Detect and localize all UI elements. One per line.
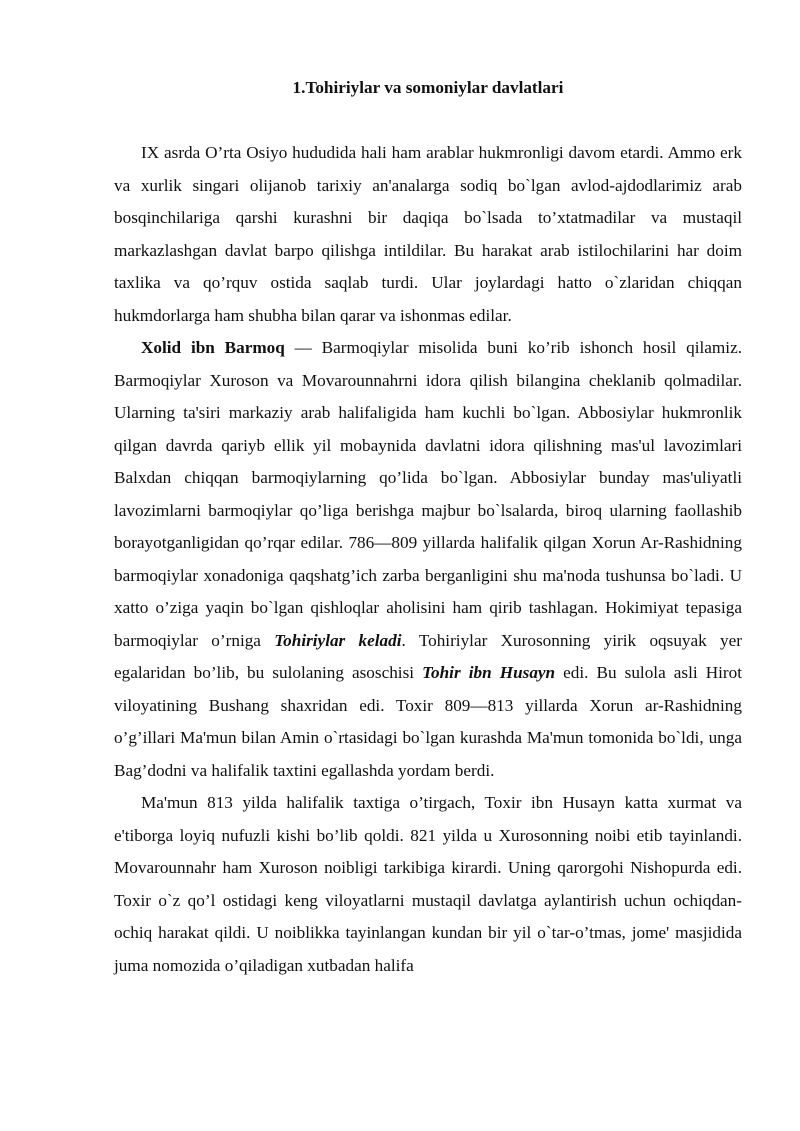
paragraph-2-text-2: . Tohiriylar Xurosonning yirik oqsuyak yer egalaridan bo’lib, bu sulolaning asoschisi	[114, 630, 742, 682]
paragraph-3: Ma'mun 813 yilda halifalik taxtiga o’tirgach, Toxir ibn Husayn katta xurmat va e'tiborga loyiq nufuzli kishi bo’lib qoldi. 821 yilda u Xurosonning noibi etib tayinlandi. Movarounnahr ham Xuroson noibligi tarkibiga kirardi. Uning qarorgohi Nishopurda edi. Toxir o`z qo’l ostidagi keng viloyatlarni mustaqil davlatga aylantirish uchun ochiqdan-ochiq harakat qildi. U noiblikka tayinlangan kundan bir yil o`tar-o’tmas, jome' masjidida juma nomozida o’qiladigan xutbadan halifa	[114, 793, 742, 975]
paragraph-1: IX asrda O’rta Osiyo hududida hali ham arablar hukmronligi davom etardi. Ammo erk va xurlik singari olijanob tarixiy an'analarga sodiq bo`lgan avlod-ajdodlarimiz arab bosqinchilariga qarshi kurashni bir daqiqa bo`lsada to’xtatmadilar va mustaqil markazlashgan davlat barpo qilishga intildilar. Bu harakat arab istilochilarini har doim taxlika va qo’rquv ostida saqlab turdi. Ular joylardagi hatto o`zlaridan chiqqan hukmdorlarga ham shubha bilan qarar va ishonmas edilar.	[114, 143, 742, 325]
paragraph-2	[114, 332, 742, 787]
section-title: 1.Tohiriylar va somoniylar davlatlari	[292, 78, 564, 97]
emphasis-tohir-ibn-husayn: Tohir ibn Husayn	[422, 663, 556, 682]
bold-name-xolid: Xolid ibn Barmoq	[141, 338, 285, 357]
emphasis-tohiriylar: Tohiriylar keladi	[274, 630, 402, 650]
paragraph-2-text-1: — Barmoqiylar misolida buni ko’rib ishonch hosil qilamiz. Barmoqiylar Xuroson va Movarounnahrni idora qilish bilangina cheklanib qolmadilar. Ularning ta'siri markaziy arab halifaligida ham kuchli bo`lgan. Abbosiylar hukmronlik qilgan davrda qariyb ellik yil mobaynida davlatni idora qilishning mas'ul lavozimlari Balxdan chiqqan barmoqiylarning qo’lida bo`lgan. Abbosiylar bunday mas'uliyatli lavozimlarni barmoqiylar qo’liga berishga majbur bo`lsalarda, biroq ularning faollashib borayotganligidan qo’rqar edilar. 786—809 yillarda halifalik qilgan Xorun Ar-Rashidning barmoqiylar xonadoniga qaqshatg’ich zarba berganligini shu ma'noda tushunsa bo`ladi. U xatto o’ziga yaqin bo`lgan qishloqlar aholisini ham qirib tashlagan. Hokimiyat tepasiga barmoqiylar o’rniga	[114, 338, 742, 650]
paragraph-2-text-3: edi. Bu sulola asli Hirot viloyatining Bushang shaxridan edi. Toxir 809—813 yillarda Xorun ar-Rashidning o’g’illari Ma'mun bilan Amin o`rtasidagi bo`lgan kurashda Ma'mun tomonida bo`ldi, unga Bag’dodni va halifalik taxtini egallashda yordam berdi.	[114, 663, 742, 780]
document-page	[114, 72, 742, 982]
